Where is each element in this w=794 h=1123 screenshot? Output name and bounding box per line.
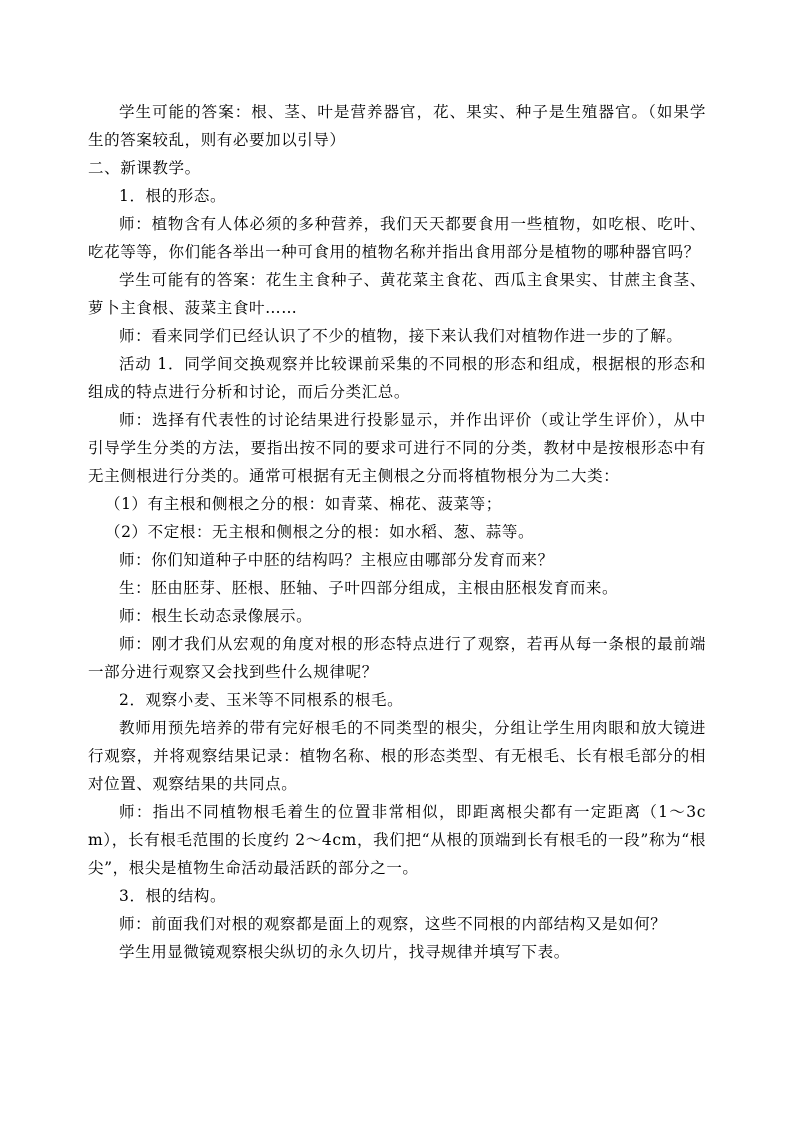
subheading-root-hairs: 2．观察小麦、玉米等不同根系的根毛。 [119,691,404,709]
subheading-root-structure: 3．根的结构。 [119,887,227,905]
paragraph-answer-organs: 学生可能的答案：根、茎、叶是营养器官，花、果实、种子是生殖器官。（如果学生的答案较乱，则有必要加以引导） [88,103,706,149]
paragraph-teacher-classification: 师：选择有代表性的讨论结果进行投影显示，并作出评价（或让学生评价），从中引导学生分类的方法，要指出按不同的要求可进行不同的分类，教材中是按根形态中有无主侧根进行分类的。通常可根据有无主侧根之分而将植物根分为二大类： [88,411,706,485]
list-item-taproot: （1）有主根和侧根之分的根：如青菜、棉花、菠菜等； [105,495,502,513]
subheading-root-morphology: 1．根的形态。 [119,187,227,205]
document-body [88,98,706,966]
paragraph-student-embryo-answer: 生：胚由胚芽、胚根、胚轴、子叶四部分组成，主根由胚根发育而来。 [119,579,619,597]
paragraph-teacher-embryo-question: 师：你们知道种子中胚的结构吗？主根应由哪部分发育而来？ [119,551,554,569]
paragraph-activity-1: 活动 1．同学间交换观察并比较课前采集的不同根的形态和组成，根据根的形态和组成的特点进行分析和讨论，而后分类汇总。 [88,355,706,401]
paragraph-teacher-internal-structure: 师：前面我们对根的观察都是面上的观察，这些不同根的内部结构又是如何？ [119,915,667,933]
paragraph-teacher-video: 师：根生长动态录像展示。 [119,607,313,625]
paragraph-teacher-root-tips: 教师用预先培养的带有完好根毛的不同类型的根尖，分组让学生用肉眼和放大镜进行观察，并将观察结果记录：植物名称、根的形态类型、有无根毛、长有根毛部分的相对位置、观察结果的共同点。 [88,719,706,793]
paragraph-teacher-transition: 师：看来同学们已经认识了不少的植物，接下来认我们对植物作进一步的了解。 [119,327,683,345]
list-item-adventitious-root: （2）不定根：无主根和侧根之分的根：如水稻、葱、蒜等。 [105,523,535,541]
paragraph-student-answers: 学生可能有的答案：花生主食种子、黄花菜主食花、西瓜主食果实、甘蔗主食茎、萝卜主食根、菠菜主食叶…… [88,271,706,317]
section-heading-new-lesson: 二、新课教学。 [88,159,201,177]
paragraph-student-microscope: 学生用显微镜观察根尖纵切的永久切片，找寻规律并填写下表。 [119,943,570,961]
paragraph-teacher-edible-plants: 师：植物含有人体必须的多种营养，我们天天都要食用一些植物，如吃根、吃叶、吃花等等，你们能各举出一种可食用的植物名称并指出食用部分是植物的哪种器官吗？ [88,215,706,261]
paragraph-teacher-observation: 师：刚才我们从宏观的角度对根的形态特点进行了观察，若再从每一条根的最前端一部分进行观察又会找到些什么规律呢？ [88,635,706,681]
paragraph-teacher-root-tip-definition: 师：指出不同植物根毛着生的位置非常相似，即距离根尖都有一定距离（1～3cm），长有根毛范围的长度约 2～4cm，我们把“从根的顶端到长有根毛的一段”称为“根尖”，根尖是植物生命活动最活跃的部分之一。 [88,803,706,877]
